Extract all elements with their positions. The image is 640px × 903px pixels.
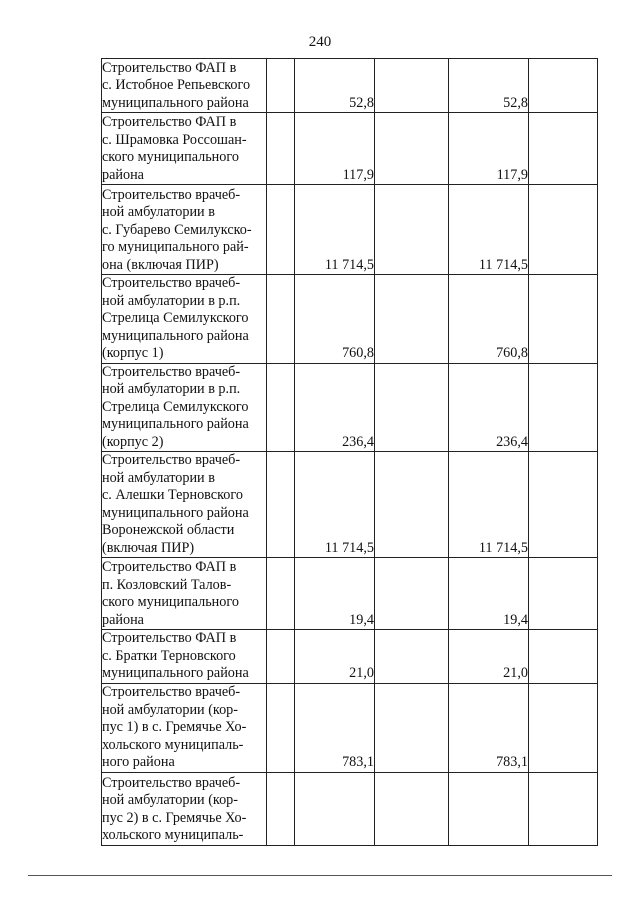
cell-value-b (449, 772, 529, 845)
cell-empty (375, 772, 449, 845)
cell-value-a: 21,0 (295, 630, 375, 684)
description-line: Строительство врачеб- (102, 186, 241, 203)
cell-empty (267, 185, 295, 275)
description-line: с. Братки Терновского (102, 647, 236, 664)
cell-value-a (295, 772, 375, 845)
description-line: муниципального района (102, 94, 249, 111)
cell-value-b: 783,1 (449, 683, 529, 772)
row-description (102, 683, 267, 772)
description-line: Строительство врачеб- (102, 363, 241, 380)
description-line: Строительство врачеб- (102, 275, 241, 291)
cell-empty (529, 452, 598, 558)
cell-value-b: 760,8 (449, 275, 529, 364)
budget-table (101, 58, 598, 846)
description-line: ной амбулатории в (102, 204, 215, 220)
table-row (102, 185, 598, 275)
row-description (102, 59, 267, 113)
cell-empty (375, 558, 449, 630)
cell-empty (375, 59, 449, 113)
description-line: ной амбулатории в (102, 469, 215, 486)
table-row (102, 452, 598, 558)
description-line: ной амбулатории (кор- (102, 792, 238, 808)
cell-empty (529, 363, 598, 452)
table-row (102, 772, 598, 845)
description-line: с. Истобное Репьевского (102, 77, 251, 93)
table-row (102, 558, 598, 630)
table-row (102, 630, 598, 684)
page-number: 240 (308, 34, 332, 50)
description-line: района (102, 611, 144, 628)
description-line: Строительство ФАП в (102, 630, 237, 646)
description-line: муниципального района (102, 504, 249, 521)
cell-value-b: 19,4 (449, 558, 529, 630)
description-line: (корпус 2) (102, 433, 164, 450)
description-line: ной амбулатории в р.п. (102, 292, 241, 309)
description-line: (корпус 1) (102, 345, 164, 361)
cell-empty (529, 59, 598, 113)
description-line: муниципального района (102, 665, 249, 681)
cell-empty (529, 558, 598, 630)
cell-empty (529, 275, 598, 364)
cell-value-a: 783,1 (295, 683, 375, 772)
description-line: го муниципального рай- (102, 239, 249, 255)
description-line: муниципального района (102, 327, 249, 344)
row-description (102, 452, 267, 558)
description-line: района (102, 166, 144, 183)
cell-value-a: 52,8 (295, 59, 375, 113)
cell-empty (267, 59, 295, 113)
description-line: п. Козловский Талов- (102, 576, 232, 593)
table-row (102, 683, 598, 772)
table-row (102, 275, 598, 364)
row-description (102, 113, 267, 185)
row-description (102, 630, 267, 684)
description-line: ского муниципального (102, 149, 239, 165)
description-line: пус 1) в с. Гремячье Хо- (102, 719, 247, 735)
cell-empty (267, 363, 295, 452)
description-line: хольского муниципаль- (102, 736, 244, 753)
description-line: ного района (102, 754, 175, 770)
cell-empty (267, 630, 295, 684)
description-line: ной амбулатории (кор- (102, 701, 238, 718)
table-row (102, 59, 598, 113)
description-line: Строительство врачеб- (102, 684, 241, 700)
description-line: Строительство ФАП в (102, 59, 237, 76)
table-row (102, 363, 598, 452)
cell-empty (267, 683, 295, 772)
cell-value-b: 11 714,5 (449, 452, 529, 558)
table-body (102, 59, 598, 846)
description-line: Строительство ФАП в (102, 559, 237, 575)
description-line: с. Алешки Терновского (102, 487, 243, 503)
description-line: муниципального района (102, 416, 249, 432)
description-line: Строительство ФАП в (102, 114, 237, 130)
row-description (102, 558, 267, 630)
row-description (102, 772, 267, 845)
description-line: (включая ПИР) (102, 539, 195, 556)
cell-empty (267, 452, 295, 558)
cell-empty (375, 113, 449, 185)
description-line: Стрелица Семилукского (102, 310, 249, 326)
cell-value-b: 21,0 (449, 630, 529, 684)
description-line: хольского муниципаль- (102, 827, 244, 843)
cell-value-a: 11 714,5 (295, 185, 375, 275)
cell-empty (375, 185, 449, 275)
table-row (102, 113, 598, 185)
cell-value-a: 117,9 (295, 113, 375, 185)
description-line: с. Шрамовка Россошан- (102, 131, 247, 148)
cell-empty (375, 275, 449, 364)
row-description (102, 275, 267, 364)
cell-value-a: 760,8 (295, 275, 375, 364)
cell-empty (375, 683, 449, 772)
cell-value-b: 236,4 (449, 363, 529, 452)
description-line: она (включая ПИР) (102, 256, 219, 273)
cell-empty (529, 683, 598, 772)
cell-empty (267, 275, 295, 364)
cell-empty (529, 630, 598, 684)
cell-empty (375, 363, 449, 452)
cell-value-b: 11 714,5 (449, 185, 529, 275)
cell-value-a: 236,4 (295, 363, 375, 452)
description-line: Воронежской области (102, 522, 235, 538)
row-description (102, 185, 267, 275)
description-line: Строительство врачеб- (102, 452, 241, 468)
cell-empty (375, 630, 449, 684)
cell-empty (529, 185, 598, 275)
description-line: Строительство врачеб- (102, 774, 241, 791)
cell-empty (267, 558, 295, 630)
row-description (102, 363, 267, 452)
cell-value-a: 19,4 (295, 558, 375, 630)
cell-empty (529, 113, 598, 185)
description-line: пус 2) в с. Гремячье Хо- (102, 809, 247, 826)
description-line: с. Губарево Семилукско- (102, 221, 252, 238)
cell-value-a: 11 714,5 (295, 452, 375, 558)
description-line: ского муниципального (102, 594, 239, 610)
description-line: ной амбулатории в р.п. (102, 381, 241, 397)
cell-empty (267, 113, 295, 185)
description-line: Стрелица Семилукского (102, 398, 249, 415)
cell-value-b: 52,8 (449, 59, 529, 113)
footer-rule (28, 875, 612, 876)
cell-empty (267, 772, 295, 845)
cell-empty (529, 772, 598, 845)
cell-value-b: 117,9 (449, 113, 529, 185)
cell-empty (375, 452, 449, 558)
